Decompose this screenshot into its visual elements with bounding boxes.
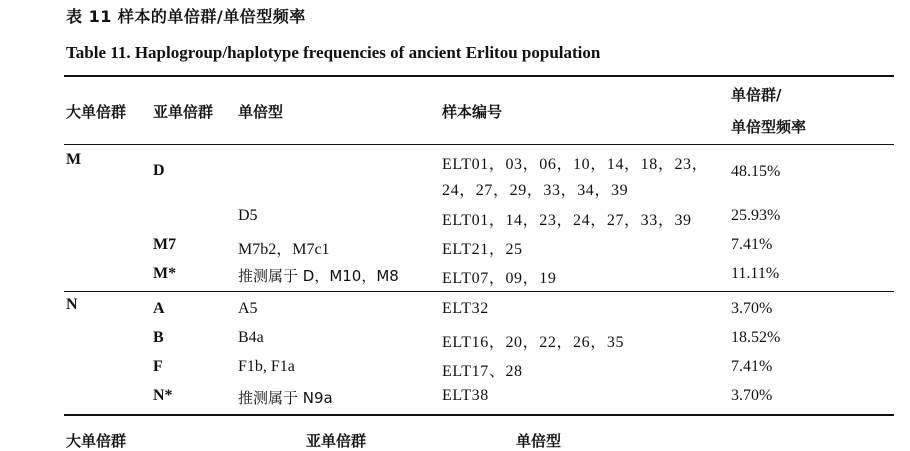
header-macro-haplogroup: 大单倍群 xyxy=(66,103,127,121)
samples-cell: ELT17、28 xyxy=(442,363,523,380)
frequency-cell: 11.11% xyxy=(731,265,780,282)
haplotype-cell: 推测属于 D，M10，M8 xyxy=(238,267,399,285)
macro-cell: M xyxy=(66,151,82,168)
samples-cell: ELT07，09，19 xyxy=(442,270,557,287)
samples-cell-continued: 24，27，29，33，34，39 xyxy=(442,182,629,199)
frequency-cell: 25.93% xyxy=(731,207,781,224)
sub-cell: B xyxy=(153,329,164,346)
header-haplotype: 单倍型 xyxy=(238,103,284,121)
sub-cell: M* xyxy=(153,265,177,282)
haplotype-cell: A5 xyxy=(238,300,258,317)
cutoff-macro-label: 大单倍群 xyxy=(66,432,127,450)
samples-cell: ELT01，14，23，24，27，33，39 xyxy=(442,212,692,229)
frequency-cell: 7.41% xyxy=(731,358,773,375)
header-rule xyxy=(64,144,894,145)
group-divider-rule xyxy=(64,291,894,292)
sub-cell: D xyxy=(153,162,165,179)
frequency-cell: 18.52% xyxy=(731,329,781,346)
cutoff-haplotype-label: 单倍型 xyxy=(516,432,562,450)
sub-cell: A xyxy=(153,300,165,317)
haplotype-cell: F1b, F1a xyxy=(238,358,295,375)
header-sample-id: 样本编号 xyxy=(442,103,503,121)
frequency-cell: 48.15% xyxy=(731,163,781,180)
haplotype-cell: D5 xyxy=(238,207,258,224)
header-sub-haplogroup: 亚单倍群 xyxy=(153,103,214,121)
frequency-cell: 7.41% xyxy=(731,236,773,253)
samples-cell: ELT21，25 xyxy=(442,241,523,258)
header-frequency-line2: 单倍型频率 xyxy=(731,118,807,136)
frequency-cell: 3.70% xyxy=(731,387,773,404)
samples-cell: ELT16，20，22，26，35 xyxy=(442,334,625,351)
table-caption-english: Table 11. Haplogroup/haplotype frequencies of ancient Erlitou population xyxy=(66,43,601,62)
frequency-cell: 3.70% xyxy=(731,300,773,317)
next-table-header-cutoff xyxy=(66,428,886,450)
haplotype-cell: 推测属于 N9a xyxy=(238,389,333,407)
samples-cell: ELT32 xyxy=(442,300,489,317)
sub-cell: M7 xyxy=(153,236,177,253)
header-frequency-line1: 单倍群/ xyxy=(731,86,782,104)
table-caption-chinese: 表 11 样本的单倍群/单倍型频率 xyxy=(66,7,306,26)
cutoff-sub-label: 亚单倍群 xyxy=(306,432,367,450)
haplotype-cell: M7b2，M7c1 xyxy=(238,241,330,258)
haplotype-cell: B4a xyxy=(238,329,264,346)
macro-cell: N xyxy=(66,296,78,313)
sub-cell: F xyxy=(153,358,163,375)
samples-cell: ELT38 xyxy=(442,387,489,404)
samples-cell: ELT01，03，06，10，14，18，23， xyxy=(442,156,709,173)
top-rule xyxy=(64,75,894,77)
bottom-rule xyxy=(64,414,894,416)
sub-cell: N* xyxy=(153,387,173,404)
